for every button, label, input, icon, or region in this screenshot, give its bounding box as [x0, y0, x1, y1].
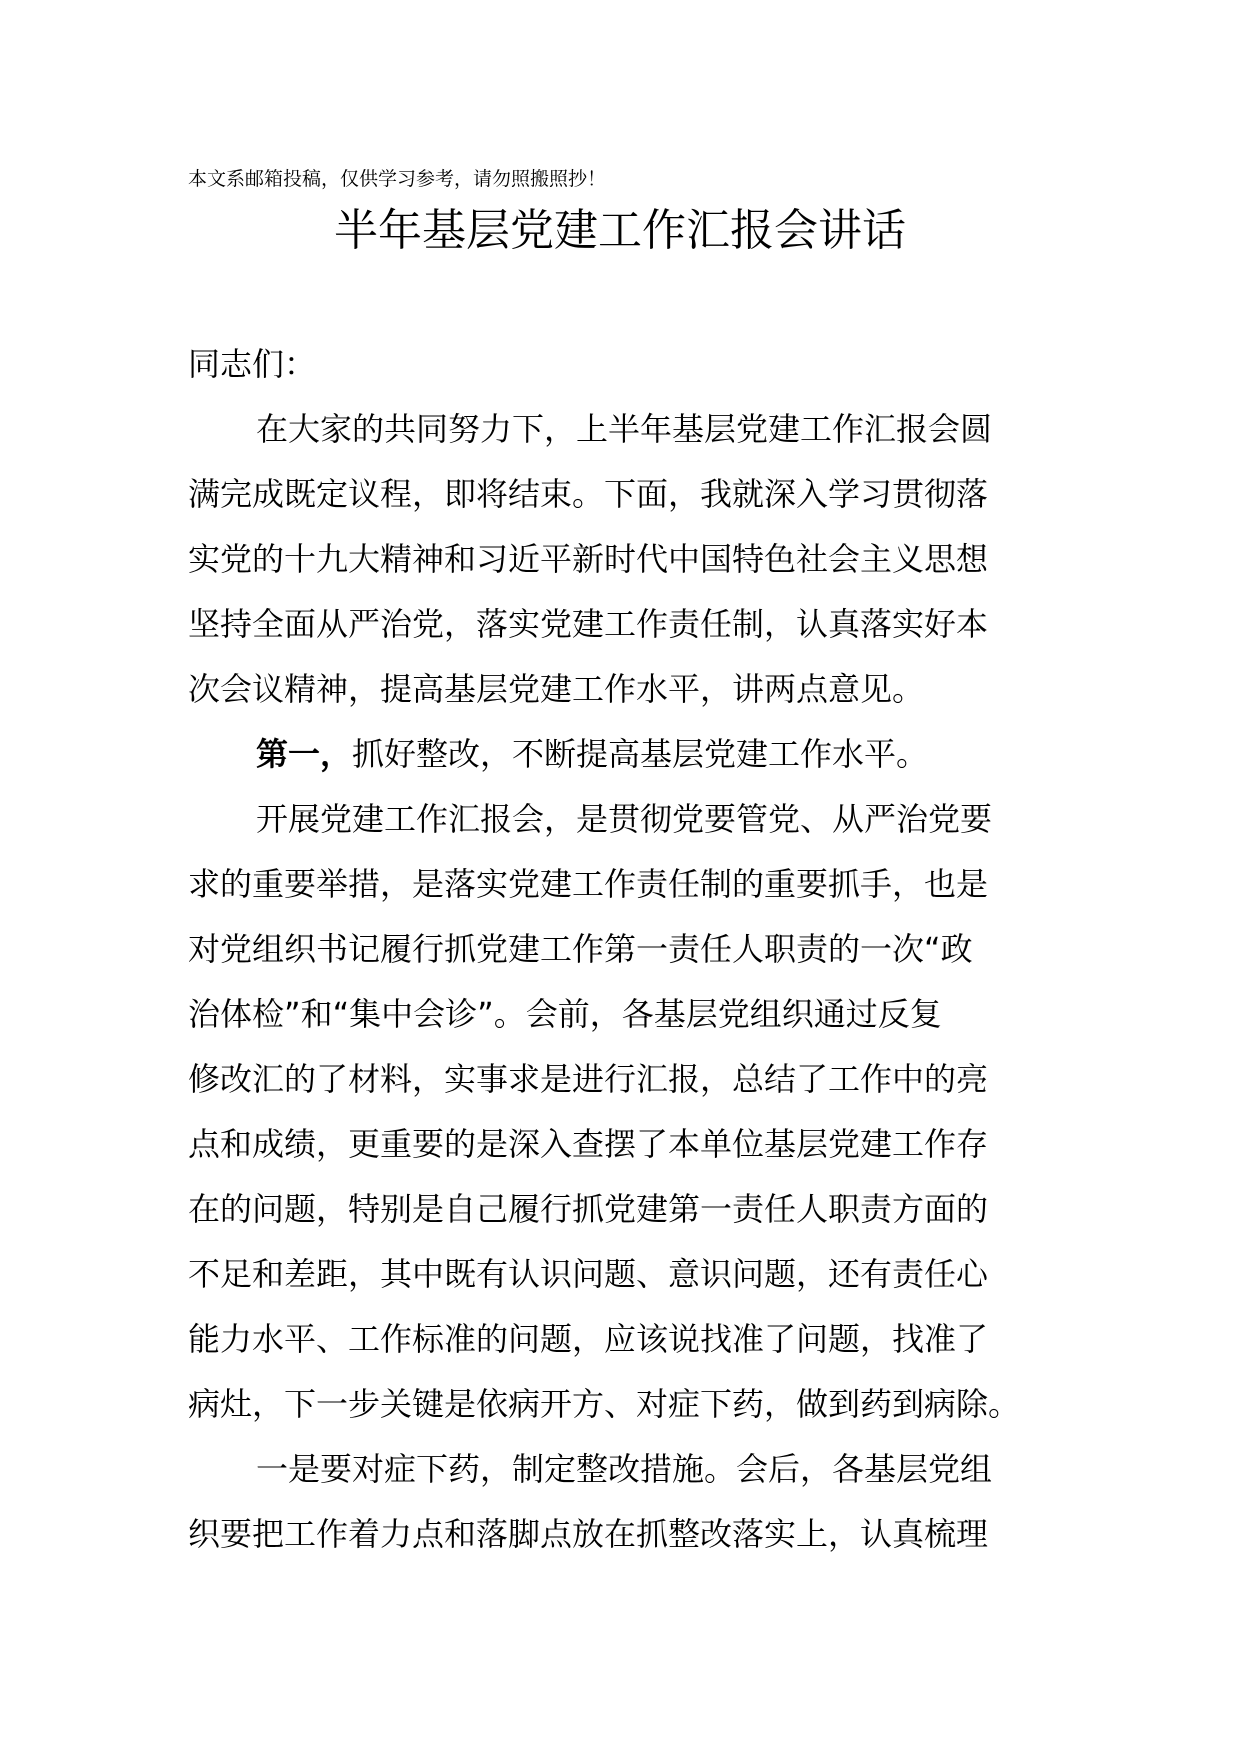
body-line: 坚持全面从严治党，落实党建工作责任制，认真落实好本 — [188, 605, 989, 643]
body-line: 满完成既定议程，即将结束。下面，我就深入学习贯彻落 — [188, 475, 989, 513]
body-line: 求的重要举措，是落实党建工作责任制的重要抓手，也是 — [188, 865, 989, 903]
body-line: 在的问题，特别是自己履行抓党建第一责任人职责方面的 — [188, 1190, 989, 1228]
submission-notice: 本文系邮箱投稿，仅供学习参考，请勿照搬照抄！ — [188, 168, 607, 190]
section-heading — [188, 722, 1058, 787]
body-line: 能力水平、工作标准的问题，应该说找准了问题，找准了 — [188, 1320, 989, 1358]
body-line: 不足和差距，其中既有认识问题、意识问题，还有责任心 — [188, 1255, 989, 1293]
body-line: 治体检”和“集中会诊”。会前，各基层党组织通过反复 — [188, 995, 942, 1033]
document-title: 半年基层党建工作汇报会讲话 — [334, 205, 906, 256]
body-line: 病灶，下一步关键是依病开方、对症下药，做到药到病除。 — [188, 1385, 1021, 1423]
body-line: 在大家的共同努力下，上半年基层党建工作汇报会圆 — [256, 410, 993, 448]
document-body — [188, 332, 1058, 1567]
body-line: 织要把工作着力点和落脚点放在抓整改落实上，认真梳理 — [188, 1515, 989, 1553]
body-line: 次会议精神，提高基层党建工作水平，讲两点意见。 — [188, 670, 925, 708]
body-line: 开展党建工作汇报会，是贯彻党要管党、从严治党要 — [256, 800, 993, 838]
section-heading-text: 抓好整改，不断提高基层党建工作水平。 — [352, 735, 929, 773]
body-line: 对党组织书记履行抓党建工作第一责任人职责的一次“政 — [188, 930, 973, 968]
salutation: 同志们： — [188, 345, 317, 383]
section-heading-label: 第一， — [256, 735, 353, 773]
body-line: 点和成绩，更重要的是深入查摆了本单位基层党建工作存 — [188, 1125, 989, 1163]
body-line: 修改汇的了材料，实事求是进行汇报，总结了工作中的亮 — [188, 1060, 989, 1098]
body-line: 实党的十九大精神和习近平新时代中国特色社会主义思想 — [188, 540, 989, 578]
body-line: 一是要对症下药，制定整改措施。会后，各基层党组 — [256, 1450, 993, 1488]
